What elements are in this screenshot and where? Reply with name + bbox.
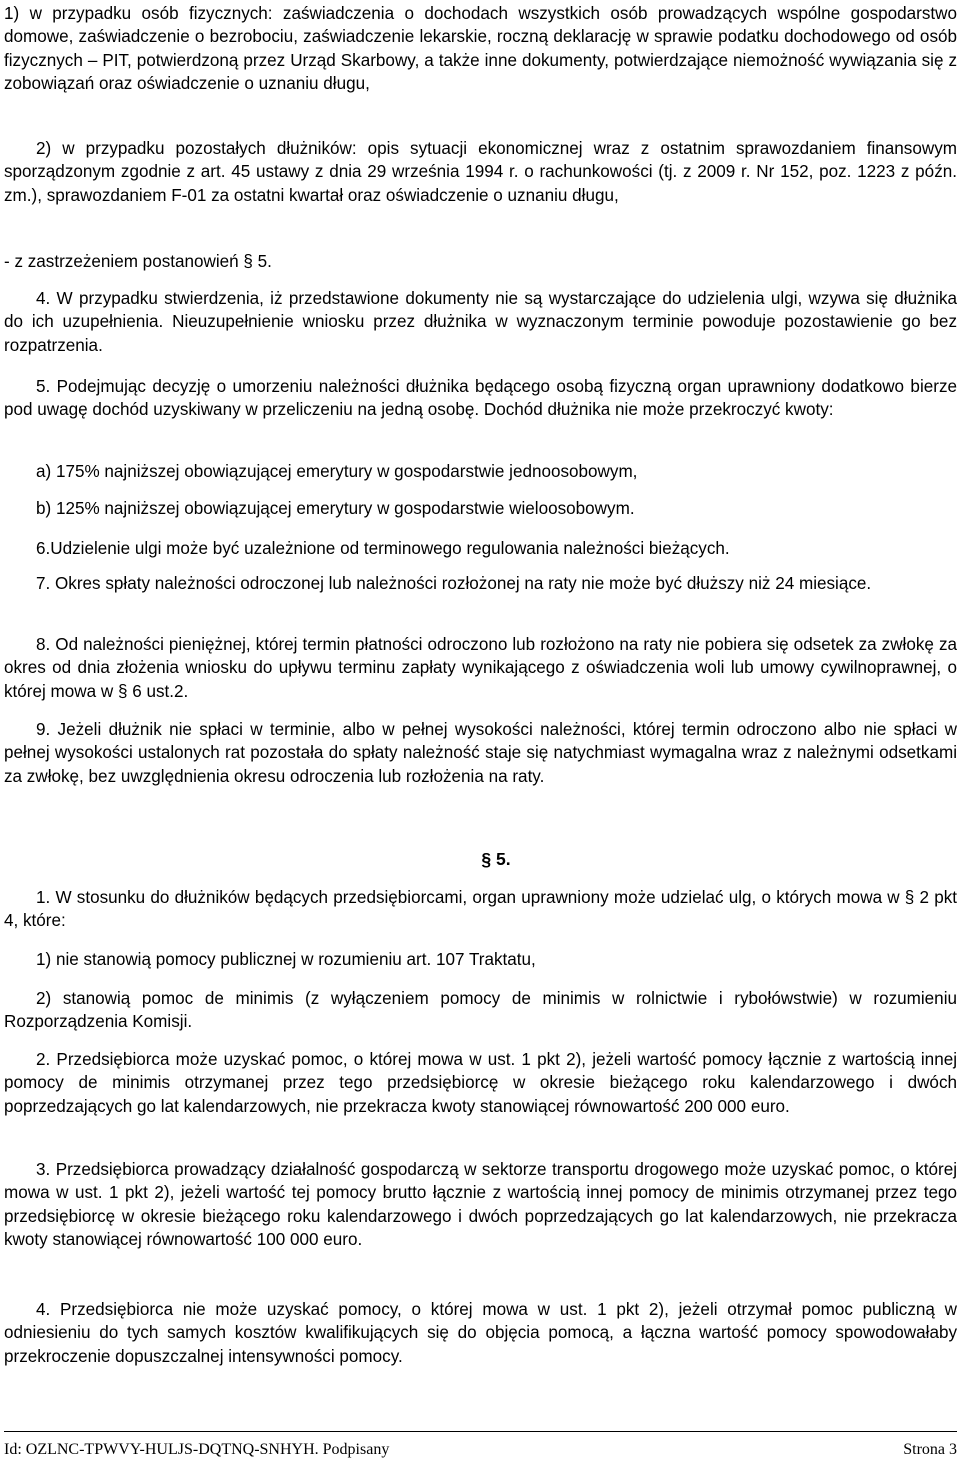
paragraph-4: [4, 287, 957, 357]
paragraph-9-text: 9. Jeżeli dłużnik nie spłaci w terminie, albo w pełnej wysokości należności, której termin odroczono albo nie spłaci w pełnej wysokości ustalonych rat pozostała do spłaty należność staje się natychmiast wymagalna wraz z należnymi odsetkami za zwłokę, bez uwzględnienia okresu odroczenia lub rozłożenia na raty.: [4, 720, 957, 786]
paragraph-5b: [4, 497, 957, 520]
section-5-point-2-text: 2) stanowią pomoc de minimis (z wyłączeniem pomocy de minimis w rolnictwie i rybołówstwie) w rozumieniu Rozporządzenia Komisji.: [4, 989, 957, 1032]
section-5-paragraph-2: [4, 1048, 957, 1118]
section-5-point-2: [4, 987, 957, 1034]
paragraph-5a: [4, 460, 957, 483]
paragraph-6-text: 6.Udzielenie ulgi może być uzależnione od terminowego regulowania należności bieżących.: [36, 539, 730, 558]
section-5-point-1-text: 1) nie stanowią pomocy publicznej w rozumieniu art. 107 Traktatu,: [36, 950, 536, 969]
paragraph-9: [4, 718, 957, 788]
page-number: Strona 3: [903, 1441, 957, 1458]
reservation-text: - z zastrzeżeniem postanowień § 5.: [4, 252, 272, 271]
paragraph-reservation: [4, 250, 957, 273]
section-5-paragraph-4: [4, 1298, 957, 1368]
section-5-paragraph-3-text: 3. Przedsiębiorca prowadzący działalność gospodarczą w sektorze transportu drogowego może uzyskać pomoc, o której mowa w ust. 1 pkt 2), jeżeli wartość tej pomocy brutto łącznie z wartością innej pomocy de minimis otrzymanej przez tego przedsiębiorcę w okresie bieżącego roku kalendarzowego i dwóch poprzedzających go lat kalendarzowych, nie przekracza kwoty stanowiącej równowartość 100 000 euro.: [4, 1160, 957, 1249]
paragraph-5: [4, 375, 957, 422]
section-5-paragraph-1: [4, 886, 957, 933]
footer-divider: [4, 1431, 957, 1432]
paragraph-8: [4, 633, 957, 703]
paragraph-7-text: 7. Okres spłaty należności odroczonej lub należności rozłożonej na raty nie może być dłuższy niż 24 miesiące.: [36, 574, 872, 593]
paragraph-list-item-2: [4, 137, 957, 207]
paragraph-7: [4, 572, 957, 595]
section-5-paragraph-1-text: 1. W stosunku do dłużników będących przedsiębiorcami, organ uprawniony może udzielać ulg, o których mowa w § 2 pkt 4, które:: [4, 888, 957, 931]
section-heading-text: § 5.: [481, 849, 511, 869]
paragraph-5-text: 5. Podejmując decyzję o umorzeniu należności dłużnika będącego osobą fizyczną organ uprawniony dodatkowo bierze pod uwagę dochód uzyskiwany w przeliczeniu na jedną osobę. Dochód dłużnika nie może przekroczyć kwoty:: [4, 377, 957, 420]
paragraph-6: [4, 537, 957, 560]
paragraph-8-text: 8. Od należności pieniężnej, której termin płatności odroczono lub rozłożono na raty nie pobiera się odsetek za zwłokę za okres od dnia złożenia wniosku do upływu terminu zapłaty wynikającego z oświadczenia woli lub umowy cywilnoprawnej, o której mowa w § 6 ust.2.: [4, 635, 957, 701]
list-item-1-text: 1) w przypadku osób fizycznych: zaświadczenia o dochodach wszystkich osób prowadzących wspólne gospodarstwo domowe, zaświadczenie o bezrobociu, zaświadczenie lekarskie, roczną deklarację w sprawie podatku dochodowego od osób fizycznych – PIT, potwierdzoną przez Urząd Skarbowy, a także inne dokumenty, potwierdzające niemożność wywiązania się z zobowiązań oraz oświadczenie o uznaniu długu,: [4, 4, 957, 93]
section-5-point-1: [4, 948, 957, 971]
section-5-paragraph-4-text: 4. Przedsiębiorca nie może uzyskać pomocy, o której mowa w ust. 1 pkt 2), jeżeli otrzymał pomoc publiczną w odniesieniu do tych samych kosztów kwalifikujących się do objęcia pomocą, a łączna wartość pomocy spowodowałaby przekroczenie dopuszczalnej intensywności pomocy.: [4, 1300, 957, 1366]
paragraph-5b-text: b) 125% najniższej obowiązującej emerytury w gospodarstwie wieloosobowym.: [36, 499, 635, 518]
paragraph-list-item-1: [4, 2, 957, 95]
section-heading: [0, 849, 960, 870]
list-item-2-text: 2) w przypadku pozostałych dłużników: opis sytuacji ekonomicznej wraz z ostatnim sprawozdaniem finansowym sporządzonym zgodnie z art. 45 ustawy z dnia 29 września 1994 r. o rachunkowości (tj. z 2009 r. Nr 152, poz. 1223 z późn. zm.), sprawozdaniem F-01 za ostatni kwartał oraz oświadczenie o uznaniu długu,: [4, 139, 957, 205]
page-footer: [4, 1441, 957, 1459]
section-5-paragraph-3: [4, 1158, 957, 1251]
paragraph-5a-text: a) 175% najniższej obowiązującej emerytury w gospodarstwie jednoosobowym,: [36, 462, 638, 481]
paragraph-4-text: 4. W przypadku stwierdzenia, iż przedstawione dokumenty nie są wystarczające do udzielenia ulgi, wzywa się dłużnika do ich uzupełnienia. Nieuzupełnienie wniosku przez dłużnika w wyznaczonym terminie powoduje pozostawienie go bez rozpatrzenia.: [4, 289, 957, 355]
document-id: Id: OZLNC-TPWVY-HULJS-DQTNQ-SNHYH. Podpisany: [4, 1441, 390, 1458]
section-5-paragraph-2-text: 2. Przedsiębiorca może uzyskać pomoc, o której mowa w ust. 1 pkt 2), jeżeli wartość pomocy łącznie z wartością innej pomocy de minimis otrzymanej przez tego przedsiębiorcę w okresie bieżącego roku kalendarzowego i dwóch poprzedzających go lat kalendarzowych, nie przekracza kwoty stanowiącej równowartość 200 000 euro.: [4, 1050, 957, 1116]
